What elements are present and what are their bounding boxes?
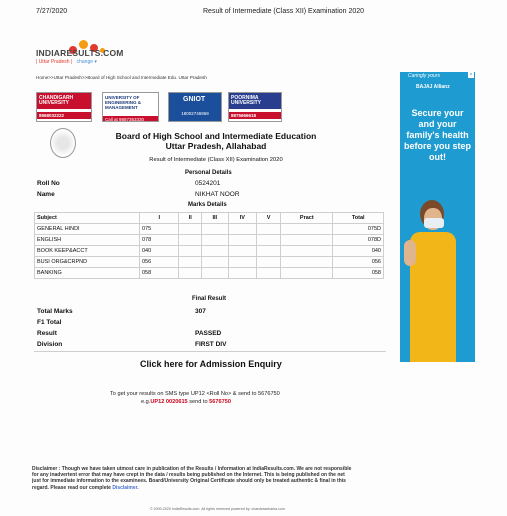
mark-cell bbox=[257, 235, 281, 246]
subject-cell: BANKING bbox=[35, 268, 140, 279]
roll-no-value: 0524201 bbox=[195, 180, 221, 187]
mark-cell bbox=[228, 268, 256, 279]
mark-cell bbox=[228, 224, 256, 235]
mark-cell bbox=[179, 235, 201, 246]
disclaimer-text: Disclaimer : Though we have taken utmost care in publication of the Results / Information at IndiaResults.com. We are not responsible for any inadvertent error that may have crept in the data / results being published on the Internet. This is being published on the net just for immediate information to the examinees. Board/University Original Certificate should only be treated authentic & final in this regard. Please read our complete bbox=[32, 466, 352, 491]
mark-cell bbox=[179, 257, 201, 268]
total-cell: 056 bbox=[333, 257, 384, 268]
final-result-divider bbox=[34, 351, 386, 352]
disclaimer-link[interactable]: Disclaimer. bbox=[112, 484, 139, 491]
division-value: FIRST DIV bbox=[195, 341, 227, 348]
result-label: Result bbox=[37, 330, 57, 337]
mark-cell: 040 bbox=[140, 246, 179, 257]
mark-cell bbox=[257, 224, 281, 235]
mark-cell bbox=[201, 268, 228, 279]
print-doc-title: Result of Intermediate (Class XII) Examination 2020 bbox=[203, 8, 365, 15]
region-label: | Uttar Pradesh | bbox=[36, 59, 73, 65]
ad-close-icon[interactable]: × bbox=[469, 72, 473, 78]
mark-cell bbox=[281, 257, 333, 268]
marks-details-heading: Marks Details bbox=[188, 202, 227, 208]
sms-prefix: e.g. bbox=[141, 399, 151, 405]
brand-name: INDIARESULTS.COM bbox=[36, 48, 124, 58]
col-header: I bbox=[140, 213, 179, 224]
mark-cell bbox=[257, 268, 281, 279]
ad-uem[interactable]: UNIVERSITY OF ENGINEERING & MANAGEMENT Call at 9887353330 bbox=[102, 92, 159, 122]
subject-cell: BUSI ORG&CRPND bbox=[35, 257, 140, 268]
sms-example-code: UP12 0020615 bbox=[150, 399, 188, 405]
print-date: 7/27/2020 bbox=[36, 8, 68, 15]
subject-cell: ENGLISH bbox=[35, 235, 140, 246]
roll-no-label: Roll No bbox=[37, 180, 60, 187]
subject-cell: GENERAL HINDI bbox=[35, 224, 140, 235]
mark-cell bbox=[281, 235, 333, 246]
f1-total-label: F1 Total bbox=[37, 319, 62, 326]
table-row bbox=[35, 268, 384, 279]
ad-gniot[interactable]: GNIOT 18002746969 bbox=[168, 92, 222, 122]
mark-cell bbox=[257, 246, 281, 257]
ad-chandigarh-university[interactable]: CHANDIGARH UNIVERSITY 8968032222 bbox=[36, 92, 92, 122]
division-label: Division bbox=[37, 341, 63, 348]
mark-cell: 056 bbox=[140, 257, 179, 268]
side-ad-partner: BAJAJ Allianz bbox=[416, 84, 450, 90]
mark-cell bbox=[228, 246, 256, 257]
name-value: NIKHAT NOOR bbox=[195, 191, 240, 198]
mark-cell bbox=[179, 246, 201, 257]
mark-cell bbox=[257, 257, 281, 268]
col-header: Total bbox=[333, 213, 384, 224]
mark-cell: 058 bbox=[140, 268, 179, 279]
personal-details-heading: Personal Details bbox=[185, 170, 232, 176]
mark-cell: 075 bbox=[140, 224, 179, 235]
sms-example bbox=[141, 399, 231, 405]
change-region-link[interactable]: change ▾ bbox=[76, 59, 97, 65]
mark-cell bbox=[228, 235, 256, 246]
total-cell: 078D bbox=[333, 235, 384, 246]
board-title: Board of High School and Intermediate Education Uttar Pradesh, Allahabad bbox=[115, 131, 317, 151]
col-header: Pract bbox=[281, 213, 333, 224]
sms-number: 5676750 bbox=[209, 399, 231, 405]
mark-cell bbox=[228, 257, 256, 268]
mark-cell bbox=[281, 224, 333, 235]
sms-mid: send to bbox=[189, 399, 208, 405]
name-label: Name bbox=[37, 191, 55, 198]
breadcrumb[interactable]: Home>>Uttar Pradesh>>Board of High School and Intermediate Edu. Uttar Pradesh bbox=[36, 75, 207, 80]
side-ad[interactable] bbox=[400, 72, 475, 362]
marks-table bbox=[34, 212, 384, 279]
result-value: PASSED bbox=[195, 330, 222, 337]
table-row bbox=[35, 235, 384, 246]
marks-table-header bbox=[35, 213, 384, 224]
col-header: V bbox=[257, 213, 281, 224]
total-cell: 040 bbox=[333, 246, 384, 257]
board-seal-icon bbox=[50, 128, 76, 158]
mark-cell bbox=[201, 235, 228, 246]
total-cell: 058 bbox=[333, 268, 384, 279]
col-header: Subject bbox=[35, 213, 140, 224]
mark-cell bbox=[281, 268, 333, 279]
result-subtitle: Result of Intermediate (Class XII) Examination 2020 bbox=[149, 157, 283, 163]
col-header: II bbox=[179, 213, 201, 224]
ad-poornima-university[interactable]: POORNIMA UNIVERSITY 8875666618 bbox=[228, 92, 282, 122]
disclaimer bbox=[32, 466, 352, 491]
subject-cell: BOOK KEEP&ACCT bbox=[35, 246, 140, 257]
total-marks-value: 307 bbox=[195, 308, 206, 315]
mark-cell bbox=[281, 246, 333, 257]
sms-instructions: To get your results on SMS type UP12 <Roll No> & send to 5676750 bbox=[110, 391, 280, 397]
col-header: IV bbox=[228, 213, 256, 224]
final-result-heading: Final Result bbox=[192, 296, 227, 302]
table-row bbox=[35, 224, 384, 235]
table-row bbox=[35, 257, 384, 268]
table-row bbox=[35, 246, 384, 257]
copyright: © 2000-2020 IndiaResults.com. All rights reserved powered by: chandrasekarka.com bbox=[150, 507, 285, 511]
side-ad-headline: Secure your and your family's health before you step out! bbox=[404, 108, 472, 162]
total-cell: 075D bbox=[333, 224, 384, 235]
side-ad-brand: Caringly yours bbox=[408, 73, 440, 79]
mark-cell bbox=[179, 268, 201, 279]
person-with-mask-icon bbox=[404, 200, 458, 362]
mark-cell bbox=[201, 257, 228, 268]
mark-cell bbox=[179, 224, 201, 235]
mark-cell bbox=[201, 224, 228, 235]
col-header: III bbox=[201, 213, 228, 224]
total-marks-label: Total Marks bbox=[37, 308, 73, 315]
mark-cell: 078 bbox=[140, 235, 179, 246]
admission-enquiry-link[interactable]: Click here for Admission Enquiry bbox=[140, 359, 282, 369]
mark-cell bbox=[201, 246, 228, 257]
